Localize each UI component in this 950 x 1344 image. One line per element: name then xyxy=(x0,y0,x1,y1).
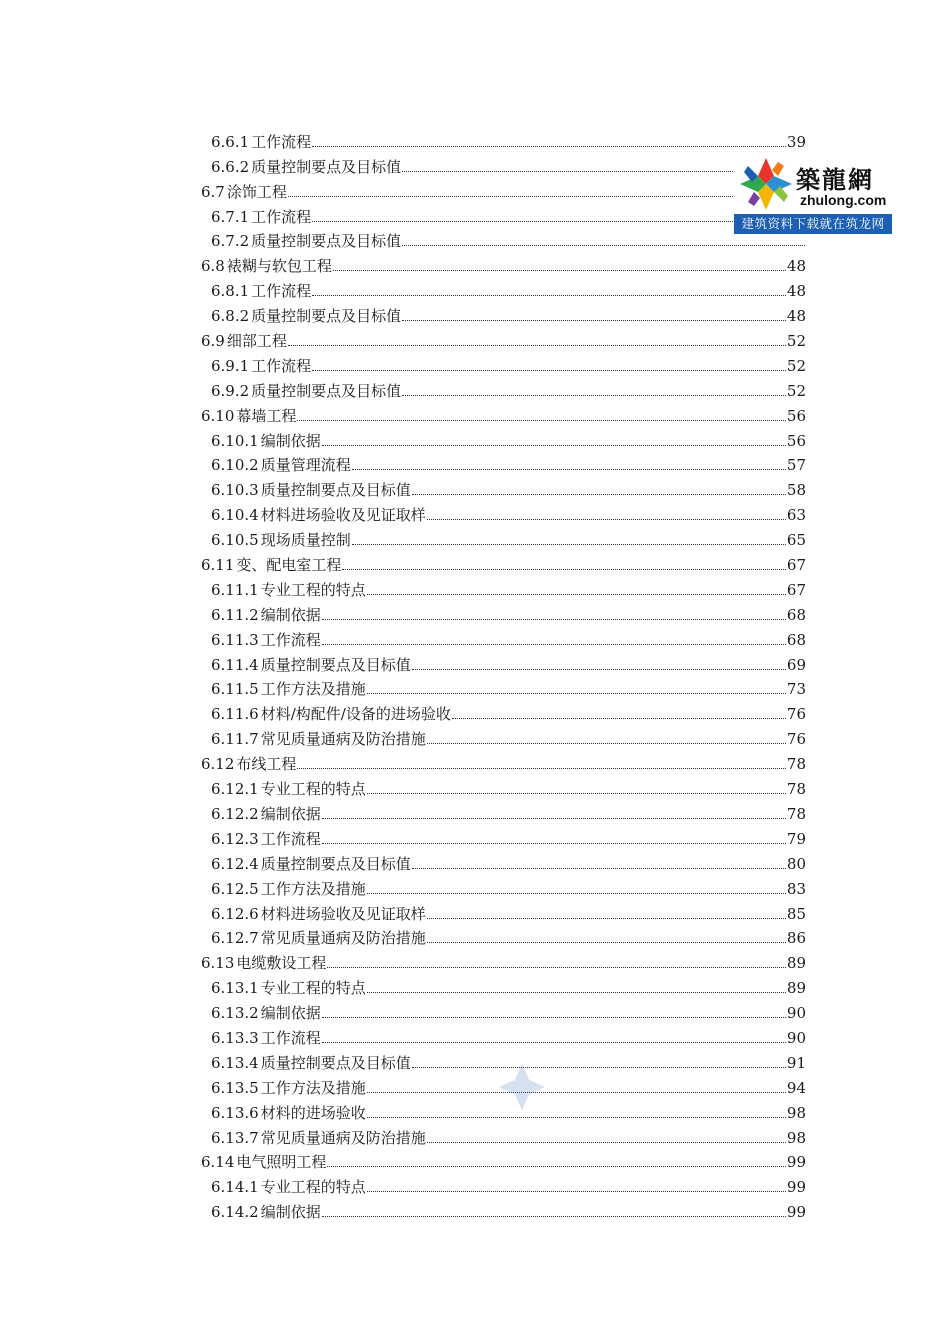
toc-entry-title: 工作方法及措施 xyxy=(260,879,366,898)
zhulong-logo-icon xyxy=(738,156,794,212)
toc-dot-leader xyxy=(322,1016,786,1018)
toc-entry-page: 90 xyxy=(786,1028,806,1047)
toc-entry-number: 6.12.6 xyxy=(211,904,259,923)
toc-entry-number: 6.6.2 xyxy=(211,157,250,176)
toc-entry-page: 78 xyxy=(786,804,806,823)
toc-entry[interactable] xyxy=(201,425,806,450)
toc-dot-leader xyxy=(452,717,786,719)
toc-entry[interactable] xyxy=(201,1147,806,1172)
toc-entry-number: 6.14 xyxy=(201,1153,235,1172)
toc-entry-number: 6.10.1 xyxy=(211,431,259,450)
toc-dot-leader xyxy=(327,966,785,968)
toc-entry[interactable] xyxy=(201,325,806,350)
toc-entry-page: 65 xyxy=(786,531,806,550)
toc-dot-leader xyxy=(322,1041,786,1043)
toc-entry-title: 工作流程 xyxy=(251,132,312,151)
toc-entry-title: 专业工程的特点 xyxy=(260,979,366,998)
toc-dot-leader xyxy=(367,991,786,993)
toc-entry-title: 常见质量通病及防治措施 xyxy=(260,1128,426,1147)
toc-entry-title: 工作流程 xyxy=(251,356,312,375)
toc-entry-page: 85 xyxy=(786,904,806,923)
toc-entry-title: 常见质量通病及防治措施 xyxy=(260,929,426,948)
toc-entry-title: 工作流程 xyxy=(251,282,312,301)
toc-dot-leader xyxy=(312,220,805,222)
toc-entry[interactable] xyxy=(201,226,806,251)
toc-entry-title: 编制依据 xyxy=(260,1004,321,1023)
toc-entry-page: 48 xyxy=(786,282,806,301)
toc-entry[interactable] xyxy=(201,126,806,151)
toc-entry[interactable] xyxy=(201,250,806,275)
toc-entry-number: 6.12.2 xyxy=(211,804,259,823)
toc-entry[interactable] xyxy=(201,524,806,549)
toc-entry-page: 99 xyxy=(786,1203,806,1222)
toc-entry-title: 幕墙工程 xyxy=(236,406,297,425)
toc-entry[interactable] xyxy=(201,549,806,574)
toc-entry-number: 6.14.2 xyxy=(211,1203,259,1222)
toc-dot-leader xyxy=(333,269,786,271)
toc-entry-page: 98 xyxy=(786,1103,806,1122)
toc-entry-page: 52 xyxy=(786,381,806,400)
toc-entry[interactable] xyxy=(201,972,806,997)
toc-entry[interactable] xyxy=(201,674,806,699)
toc-dot-leader xyxy=(297,419,785,421)
toc-entry[interactable] xyxy=(201,350,806,375)
toc-dot-leader xyxy=(367,1190,786,1192)
toc-entry[interactable] xyxy=(201,947,806,972)
toc-dot-leader xyxy=(367,892,786,894)
toc-entry-page: 83 xyxy=(786,879,806,898)
toc-entry[interactable] xyxy=(201,1196,806,1221)
toc-entry[interactable] xyxy=(201,574,806,599)
toc-entry[interactable] xyxy=(201,400,806,425)
toc-dot-leader xyxy=(427,742,786,744)
toc-entry-number: 6.6.1 xyxy=(211,132,250,151)
toc-dot-leader xyxy=(402,244,805,246)
toc-entry-page: 69 xyxy=(786,655,806,674)
toc-entry[interactable] xyxy=(201,151,806,176)
toc-entry[interactable] xyxy=(201,1122,806,1147)
toc-entry-page: 67 xyxy=(786,580,806,599)
toc-entry-page: 57 xyxy=(786,456,806,475)
toc-entry-title: 工作方法及措施 xyxy=(260,680,366,699)
toc-entry-number: 6.11.6 xyxy=(211,705,259,724)
toc-entry-title: 编制依据 xyxy=(260,1203,321,1222)
toc-entry-number: 6.13 xyxy=(201,954,235,973)
toc-entry-title: 材料/构配件/设备的进场验收 xyxy=(260,705,451,724)
toc-entry-number: 6.13.1 xyxy=(211,979,259,998)
toc-entry-title: 细部工程 xyxy=(226,332,287,351)
toc-dot-leader xyxy=(312,145,786,147)
toc-entry-title: 材料的进场验收 xyxy=(260,1103,366,1122)
brand-slogan: 建筑资料下载就在筑龙网 xyxy=(734,214,892,234)
toc-entry[interactable] xyxy=(201,599,806,624)
toc-entry-number: 6.11.2 xyxy=(211,605,259,624)
toc-entry-page: 68 xyxy=(786,630,806,649)
toc-entry-page: 78 xyxy=(786,755,806,774)
toc-dot-leader xyxy=(322,643,786,645)
toc-entry[interactable] xyxy=(201,1171,806,1196)
toc-entry-title: 质量控制要点及目标值 xyxy=(260,854,411,873)
toc-entry-number: 6.11.5 xyxy=(211,680,259,699)
toc-dot-leader xyxy=(297,767,785,769)
toc-dot-leader xyxy=(367,1116,786,1118)
toc-dot-leader xyxy=(367,692,786,694)
toc-entry-number: 6.11.7 xyxy=(211,730,259,749)
toc-entry-number: 6.7.2 xyxy=(211,232,250,251)
toc-entry-number: 6.11.1 xyxy=(211,580,259,599)
toc-entry[interactable] xyxy=(201,375,806,400)
toc-entry-page: 73 xyxy=(786,680,806,699)
toc-entry-title: 质量控制要点及目标值 xyxy=(260,481,411,500)
toc-entry[interactable] xyxy=(201,823,806,848)
toc-dot-leader xyxy=(412,1066,786,1068)
toc-entry-title: 质量控制要点及目标值 xyxy=(251,307,402,326)
toc-entry[interactable] xyxy=(201,1022,806,1047)
toc-entry-page: 68 xyxy=(786,605,806,624)
toc-dot-leader xyxy=(288,344,786,346)
toc-entry-title: 质量控制要点及目标值 xyxy=(260,1053,411,1072)
toc-dot-leader xyxy=(412,493,786,495)
toc-dot-leader xyxy=(342,568,785,570)
toc-dot-leader xyxy=(352,468,786,470)
toc-dot-leader xyxy=(327,1165,785,1167)
toc-entry-page: 67 xyxy=(786,556,806,575)
toc-dot-leader xyxy=(322,618,786,620)
toc-entry-page: 58 xyxy=(786,481,806,500)
toc-entry-page: 89 xyxy=(786,979,806,998)
toc-entry[interactable] xyxy=(201,848,806,873)
toc-dot-leader xyxy=(367,792,786,794)
toc-dot-leader xyxy=(322,444,786,446)
toc-entry-number: 6.12.7 xyxy=(211,929,259,948)
toc-entry-number: 6.12 xyxy=(201,755,235,774)
toc-entry-title: 质量控制要点及目标值 xyxy=(251,157,402,176)
toc-dot-leader xyxy=(427,917,786,919)
toc-entry-title: 材料进场验收及见证取样 xyxy=(260,506,426,525)
toc-entry-page: 56 xyxy=(786,406,806,425)
toc-entry[interactable] xyxy=(201,773,806,798)
toc-dot-leader xyxy=(312,294,786,296)
toc-dot-leader xyxy=(367,1091,786,1093)
toc-dot-leader xyxy=(288,195,805,197)
toc-entry-number: 6.13.5 xyxy=(211,1078,259,1097)
toc-entry-page: 78 xyxy=(786,780,806,799)
toc-entry-title: 工作流程 xyxy=(260,1028,321,1047)
toc-entry-number: 6.13.4 xyxy=(211,1053,259,1072)
zhulong-watermark-logo xyxy=(734,152,892,234)
toc-entry-title: 裱糊与软包工程 xyxy=(226,257,332,276)
toc-entry[interactable] xyxy=(201,997,806,1022)
toc-entry-page: 80 xyxy=(786,854,806,873)
toc-entry-number: 6.9.2 xyxy=(211,381,250,400)
toc-entry-page: 89 xyxy=(786,954,806,973)
toc-entry-page: 63 xyxy=(786,506,806,525)
toc-entry-title: 专业工程的特点 xyxy=(260,780,366,799)
toc-entry-number: 6.10.3 xyxy=(211,481,259,500)
toc-entry-title: 质量控制要点及目标值 xyxy=(260,655,411,674)
toc-entry-title: 编制依据 xyxy=(260,804,321,823)
brand-name-en: zhulong.com xyxy=(800,192,887,208)
toc-entry-number: 6.11.4 xyxy=(211,655,259,674)
toc-entry-title: 工作流程 xyxy=(260,630,321,649)
toc-dot-leader xyxy=(322,842,786,844)
toc-dot-leader xyxy=(352,543,786,545)
toc-entry[interactable] xyxy=(201,450,806,475)
toc-entry-number: 6.13.2 xyxy=(211,1004,259,1023)
toc-entry-title: 工作流程 xyxy=(251,207,312,226)
toc-entry-title: 专业工程的特点 xyxy=(260,1178,366,1197)
toc-entry-page: 99 xyxy=(786,1178,806,1197)
toc-dot-leader xyxy=(322,817,786,819)
toc-entry-number: 6.10 xyxy=(201,406,235,425)
toc-entry-page: 56 xyxy=(786,431,806,450)
brand-name-cn: 築龍網 xyxy=(796,166,874,194)
toc-entry-page: 91 xyxy=(786,1053,806,1072)
toc-entry-title: 布线工程 xyxy=(236,755,297,774)
toc-entry[interactable] xyxy=(201,898,806,923)
toc-entry-number: 6.12.1 xyxy=(211,780,259,799)
toc-entry-number: 6.10.4 xyxy=(211,506,259,525)
toc-entry-title: 常见质量通病及防治措施 xyxy=(260,730,426,749)
toc-entry-title: 质量管理流程 xyxy=(260,456,351,475)
toc-entry-number: 6.8.2 xyxy=(211,307,250,326)
toc-entry[interactable] xyxy=(201,201,806,226)
toc-entry-number: 6.13.7 xyxy=(211,1128,259,1147)
toc-dot-leader xyxy=(412,668,786,670)
toc-entry-page: 52 xyxy=(786,332,806,351)
toc-entry[interactable] xyxy=(201,499,806,524)
toc-dot-leader xyxy=(312,369,786,371)
toc-entry-title: 现场质量控制 xyxy=(260,531,351,550)
toc-entry[interactable] xyxy=(201,698,806,723)
toc-entry[interactable] xyxy=(201,176,806,201)
toc-entry-number: 6.12.3 xyxy=(211,829,259,848)
toc-entry-title: 变、配电室工程 xyxy=(236,556,342,575)
toc-entry-title: 电气照明工程 xyxy=(236,1153,327,1172)
toc-dot-leader xyxy=(402,394,786,396)
toc-entry[interactable] xyxy=(201,474,806,499)
toc-entry-page: 79 xyxy=(786,829,806,848)
toc-dot-leader xyxy=(367,593,786,595)
toc-entry-number: 6.11 xyxy=(201,556,235,575)
toc-entry-number: 6.7.1 xyxy=(211,207,250,226)
toc-entry-title: 电缆敷设工程 xyxy=(236,954,327,973)
toc-entry-page: 86 xyxy=(786,929,806,948)
toc-dot-leader xyxy=(427,1141,786,1143)
toc-dot-leader xyxy=(402,319,786,321)
toc-entry-page: 48 xyxy=(786,257,806,276)
toc-entry[interactable] xyxy=(201,300,806,325)
faint-watermark-icon xyxy=(497,1062,547,1112)
table-of-contents xyxy=(201,126,806,1221)
toc-entry[interactable] xyxy=(201,873,806,898)
toc-entry-title: 专业工程的特点 xyxy=(260,580,366,599)
toc-entry[interactable] xyxy=(201,275,806,300)
toc-entry-title: 工作方法及措施 xyxy=(260,1078,366,1097)
toc-entry-page: 94 xyxy=(786,1078,806,1097)
toc-entry[interactable] xyxy=(201,723,806,748)
toc-entry-number: 6.10.2 xyxy=(211,456,259,475)
toc-entry-number: 6.10.5 xyxy=(211,531,259,550)
toc-dot-leader xyxy=(427,518,786,520)
toc-entry[interactable] xyxy=(201,649,806,674)
toc-entry-title: 质量控制要点及目标值 xyxy=(251,381,402,400)
toc-entry-number: 6.8 xyxy=(201,257,225,276)
toc-entry-number: 6.12.4 xyxy=(211,854,259,873)
toc-entry-page: 76 xyxy=(786,705,806,724)
toc-dot-leader xyxy=(412,867,786,869)
toc-entry-number: 6.13.3 xyxy=(211,1028,259,1047)
toc-dot-leader xyxy=(322,1215,786,1217)
toc-entry-page: 52 xyxy=(786,356,806,375)
toc-entry-number: 6.9 xyxy=(201,332,225,351)
toc-entry-title: 工作流程 xyxy=(260,829,321,848)
toc-entry[interactable] xyxy=(201,923,806,948)
toc-entry-number: 6.8.1 xyxy=(211,282,250,301)
toc-entry-page: 39 xyxy=(786,132,806,151)
toc-entry-title: 质量控制要点及目标值 xyxy=(251,232,402,251)
toc-entry-number: 6.7 xyxy=(201,182,225,201)
toc-entry-page: 90 xyxy=(786,1004,806,1023)
toc-entry-page: 76 xyxy=(786,730,806,749)
toc-entry-title: 材料进场验收及见证取样 xyxy=(260,904,426,923)
toc-entry-page: 99 xyxy=(786,1153,806,1172)
toc-entry-page: 48 xyxy=(786,307,806,326)
toc-entry-title: 编制依据 xyxy=(260,431,321,450)
toc-entry-number: 6.14.1 xyxy=(211,1178,259,1197)
toc-entry-number: 6.11.3 xyxy=(211,630,259,649)
toc-entry-number: 6.13.6 xyxy=(211,1103,259,1122)
toc-entry[interactable] xyxy=(201,624,806,649)
toc-entry-title: 编制依据 xyxy=(260,605,321,624)
toc-entry-title: 涂饰工程 xyxy=(226,182,287,201)
toc-entry[interactable] xyxy=(201,748,806,773)
toc-entry-page: 98 xyxy=(786,1128,806,1147)
toc-entry-number: 6.9.1 xyxy=(211,356,250,375)
toc-dot-leader xyxy=(427,941,786,943)
toc-entry[interactable] xyxy=(201,798,806,823)
toc-entry-number: 6.12.5 xyxy=(211,879,259,898)
